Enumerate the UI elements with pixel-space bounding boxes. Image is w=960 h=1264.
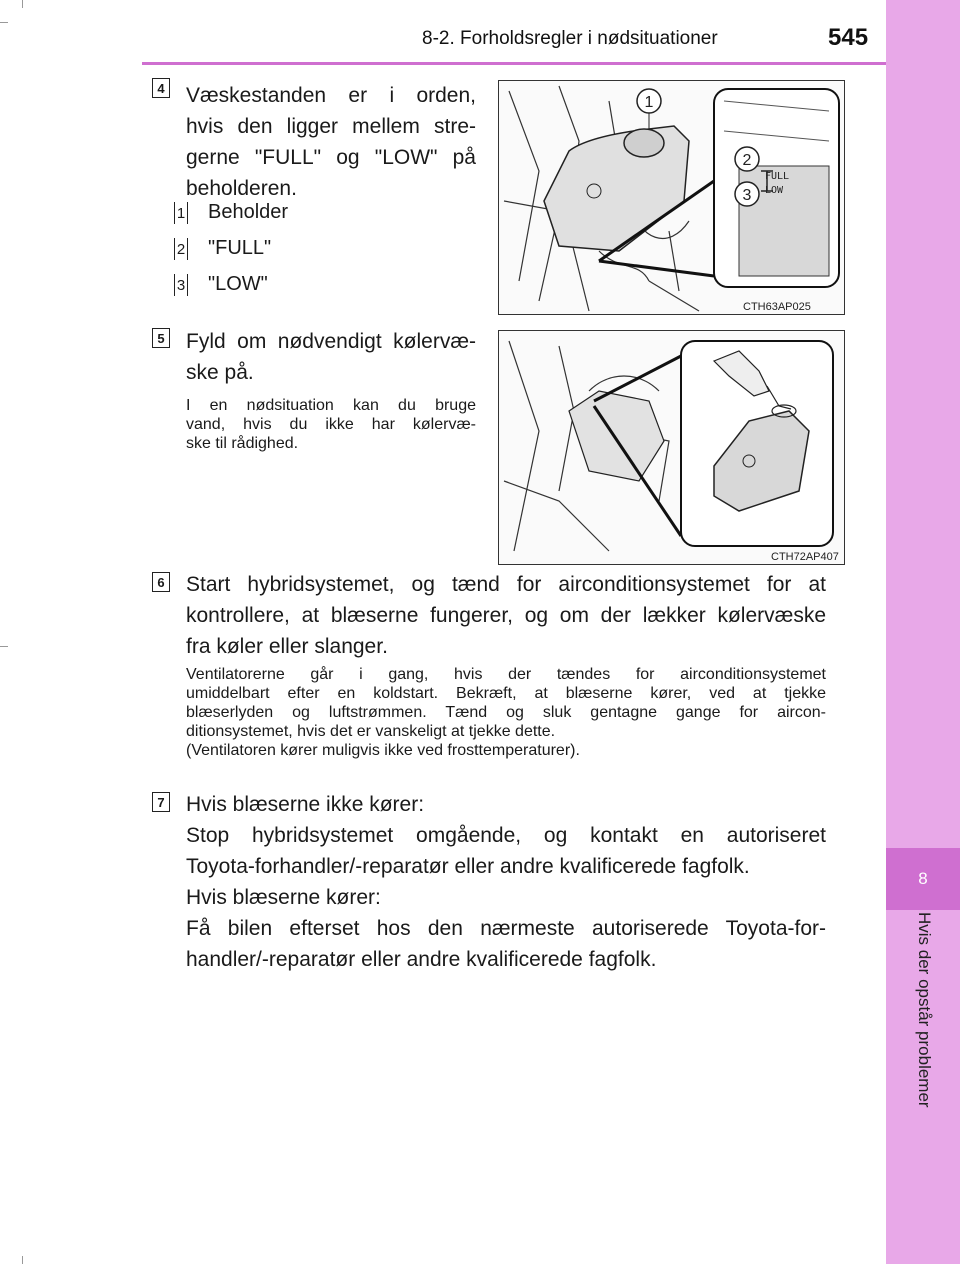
step-7-text [186,789,826,882]
chapter-number-tab [886,848,960,910]
gauge-low-text: LOW [765,185,784,196]
text-line: Fyld om nødvendigt kølervæ- [186,330,476,353]
step-5-text [186,326,476,388]
text-line: kontrollere, at blæserne fungerer, og om der lækker kølervæske [186,604,826,627]
step-5-note [186,396,476,453]
text-line: Ventilatorerne går i gang, hvis der tændes for airconditionsystemet [186,666,826,683]
text-line: Hvis blæserne ikke kører: [186,793,425,816]
text-line: fra køler eller slanger. [186,635,388,658]
item-number: 1 [174,202,188,224]
text-line: Hvis blæserne kører: [186,886,381,909]
step-badge: 7 [152,792,170,812]
step-badge: 6 [152,572,170,592]
callout-3: 3 [742,187,752,204]
step-7-text-2 [186,882,826,975]
text-line: (Ventilatoren kører muligvis ikke ved frosttemperaturer). [186,742,580,759]
page-number: 545 [828,24,869,51]
text-line: ske på. [186,361,254,384]
text-line: gerne "FULL" og "LOW" på [186,146,476,169]
item-number: 3 [174,274,188,296]
crop-mark [0,22,8,23]
section-title: 8-2. Forholdsregler i nødsituationer [422,28,718,49]
crop-mark [22,0,23,8]
crop-mark [0,646,8,647]
figure-code: CTH63AP025 [743,301,811,313]
reservoir-shape [544,126,689,251]
text-line: Toyota-forhandler/-reparatør eller andre kvalificerede fagfolk. [186,855,750,878]
refill-illustration [499,331,844,564]
step-badge: 5 [152,328,170,348]
chapter-number: 8 [918,869,928,888]
text-line: Væskestanden er i orden, [186,84,476,107]
item-label: "FULL" [208,237,272,259]
text-line: ske til rådighed. [186,435,299,452]
text-line: vand, hvis du ikke har kølervæ- [186,416,476,433]
figure-code: CTH72AP407 [771,551,839,563]
chapter-title: Hvis der opstår problemer [915,912,934,1108]
gauge-full-text: FULL [765,171,790,182]
engine-bay-illustration [499,81,844,314]
text-line: ditionsystemet, hvis det er vanskeligt at tjekke dette. [186,723,556,740]
step-badge: 4 [152,78,170,98]
text-line: beholderen. [186,177,297,200]
header-divider [142,62,886,65]
callout-2: 2 [742,152,752,169]
step-6-note [186,665,826,760]
callout-1: 1 [644,94,654,111]
step-6-text [186,569,826,662]
step-4-text [186,80,476,204]
item-number: 2 [174,238,188,260]
crop-mark [22,1256,23,1264]
text-line: hvis den ligger mellem stre- [186,115,476,138]
text-line: handler/-reparatør eller andre kvalificerede fagfolk. [186,948,657,971]
text-line: I en nødsituation kan du bruge [186,397,476,414]
text-line: Få bilen efterset hos den nærmeste autoriserede Toyota-for- [186,917,826,940]
text-line: blæserlyden og luftstrømmen. Tænd og sluk gentagne gange for aircon- [186,704,826,721]
text-line: Start hybridsystemet, og tænd for airconditionsystemet for at [186,573,826,596]
item-label: Beholder [208,201,289,223]
text-line: Stop hybridsystemet omgående, og kontakt en autoriseret [186,824,826,847]
text-line: umiddelbart efter en koldstart. Bekræft, at blæserne kører, ved at tjekke [186,685,826,702]
figure-refill-coolant [498,330,845,565]
figure-coolant-reservoir [498,80,845,315]
item-label: "LOW" [208,273,268,295]
